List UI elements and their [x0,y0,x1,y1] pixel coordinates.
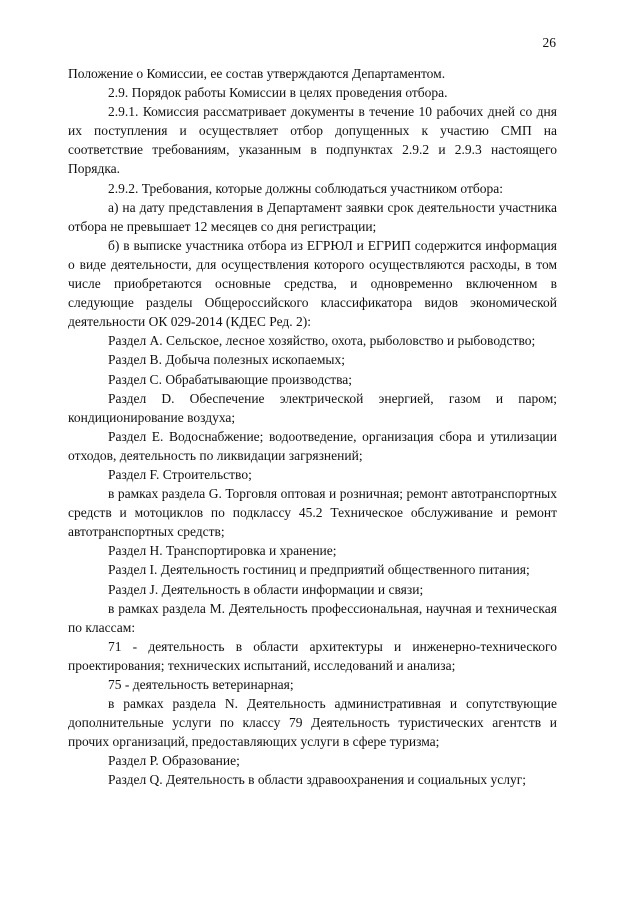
paragraph-requirement-a: а) на дату представления в Департамент заявки срок деятельности участника отбора не превышает 12 месяцев со дня регистрации; [68,199,557,234]
paragraph-2-9-1: 2.9.1. Комиссия рассматривает документы в течение 10 рабочих дней со дня их поступления и осуществляет отбор допущенных к участию СМП на соответствие требованиям, указанным в подпунктах 2.9.2 и 2.9.3 настоящего Порядка. [68,104,557,177]
paragraph-section-h: Раздел Н. Транспортировка и хранение; [108,543,337,559]
paragraph-class-71: 71 - деятельность в области архитектуры и инженерно-технического проектирования; технических испытаний, исследований и анализа; [68,638,557,673]
paragraph-section-g: в рамках раздела G. Торговля оптовая и розничная; ремонт автотранспортных средств и мотоциклов по подклассу 45.2 Техническое обслуживание и ремонт автотранспортных средств; [68,486,557,540]
paragraph-section-i: Раздел I. Деятельность гостиниц и предприятий общественного питания; [108,562,530,578]
paragraph-section-a: Раздел А. Сельское, лесное хозяйство, охота, рыболовство и рыбоводство; [108,333,536,349]
page-number: 26 [542,35,556,50]
paragraph-section-c: Раздел С. Обрабатывающие производства; [108,371,353,387]
paragraph-section-j: Раздел J. Деятельность в области информации и связи; [108,581,424,597]
paragraph-2-9-2: 2.9.2. Требования, которые должны соблюдаться участником отбора: [108,180,504,196]
paragraph-class-75: 75 - деятельность ветеринарная; [108,677,294,692]
paragraph-commission-statute: Положение о Комиссии, ее состав утверждаются Департаментом. [68,66,446,81]
paragraph-section-n: в рамках раздела N. Деятельность административная и сопутствующие дополнительные услуги по классу 79 Деятельность туристических агентств и прочих организаций, предоставляющих услуги в сфере туризма; [68,696,557,750]
document-body [68,64,557,790]
paragraph-section-f: Раздел F. Строительство; [108,466,252,482]
paragraph-section-m: в рамках раздела М. Деятельность профессиональная, научная и техническая по классам: [68,600,557,635]
paragraph-section-b: Раздел В. Добыча полезных ископаемых; [108,352,345,368]
paragraph-section-q: Раздел Q. Деятельность в области здравоохранения и социальных услуг; [108,772,527,788]
paragraph-requirement-b: б) в выписке участника отбора из ЕГРЮЛ и ЕГРИП содержится информация о виде деятельности, для осуществления которого осуществляются расходы, в том числе приобретаются основные средства, и одновременно включенном в следующие разделы Общероссийского классификатора видов экономической деятельности ОК 029-2014 (КДЕС Ред. 2): [68,237,557,330]
paragraph-section-e: Раздел Е. Водоснабжение; водоотведение, организация сбора и утилизации отходов, деятельность по ликвидации загрязнений; [68,428,557,463]
paragraph-2-9: 2.9. Порядок работы Комиссии в целях проведения отбора. [108,85,448,101]
paragraph-section-d: Раздел D. Обеспечение электрической энергией, газом и паром; кондиционирование воздуха; [68,390,557,425]
paragraph-section-p: Раздел Р. Образование; [108,753,240,769]
